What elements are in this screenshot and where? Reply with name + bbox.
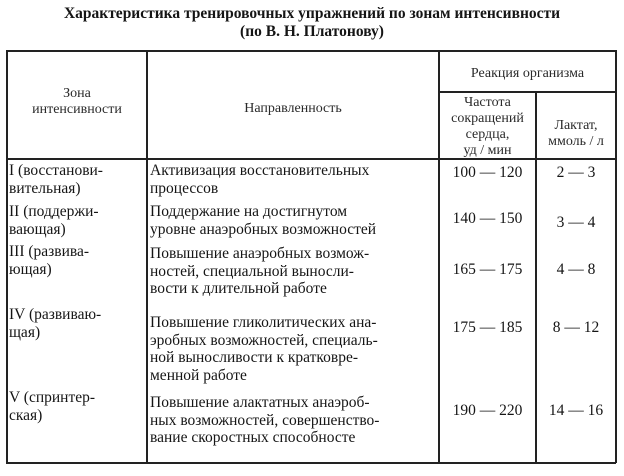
heart-rate-cell-4: 175 — 185: [452, 319, 523, 336]
table-bottom-rule: [6, 462, 616, 464]
heart-rate-cell-2: 140 — 150: [452, 210, 523, 227]
heart-rate-header-line: сокращений: [451, 111, 524, 126]
heart-rate-header-line: сердца,: [465, 127, 510, 142]
lactate-cell-2: 3 — 4: [556, 214, 596, 231]
direction-cell-4: Повышение гликолитических ана- эробных возможностей, специаль- ной выносливости к кратковре- менной работе: [150, 314, 378, 384]
heart-rate-column-header: [440, 95, 535, 159]
zone-cell-4: IV (развиваю- щая): [9, 306, 102, 341]
zone-cell-2: II (поддержи- вающая): [9, 203, 99, 238]
zone-cell-1: I (восстанови- вительная): [9, 162, 103, 197]
zone-column-header: [8, 86, 146, 118]
heart-rate-cell-1: 100 — 120: [452, 164, 523, 181]
table-title: Характеристика тренировочных упражнений по зонам интенсивности: [63, 5, 561, 22]
lactate-cell-5: 14 — 16: [548, 402, 604, 419]
direction-cell-3: Повышение анаэробных возмож- ностей, специальной выносли- вости к длительной работе: [150, 245, 370, 297]
zone-header-line: Зона: [63, 86, 91, 101]
reaction-header-rule: [438, 91, 616, 93]
heart-rate-cell-3: 165 — 175: [452, 261, 523, 278]
direction-cell-1: Активизация восстановительных процессов: [150, 162, 370, 197]
table-right-rule: [615, 50, 617, 463]
lactate-cell-1: 2 — 3: [556, 164, 596, 181]
direction-cell-5: Повышение алактатных анаэроб- ных возможностей, совершенство- вание скоростных способносте: [150, 394, 380, 446]
heart-rate-header-line: уд / мин: [463, 143, 512, 158]
lactate-cell-3: 4 — 8: [556, 261, 596, 278]
direction-column-header: Направленность: [244, 101, 342, 116]
reaction-column-header: Реакция организма: [470, 66, 585, 81]
lactate-column-header: [537, 118, 615, 150]
heart-rate-cell-5: 190 — 220: [452, 402, 523, 419]
zone-cell-3: III (развива- ющая): [9, 243, 90, 278]
lactate-cell-4: 8 — 12: [552, 319, 600, 336]
heart-rate-header-line: Частота: [464, 95, 511, 110]
zone-header-line: интенсивности: [32, 102, 122, 117]
lactate-header-line: Лактат,: [554, 118, 598, 133]
table-top-rule: [6, 50, 616, 52]
lactate-header-line: ммоль / л: [548, 134, 604, 149]
direction-cell-2: Поддержание на достигнутом уровне анаэробных возможностей: [150, 203, 377, 238]
table-subtitle: (по В. Н. Платонову): [240, 23, 384, 40]
zone-cell-5: V (спринтер- ская): [9, 389, 96, 424]
